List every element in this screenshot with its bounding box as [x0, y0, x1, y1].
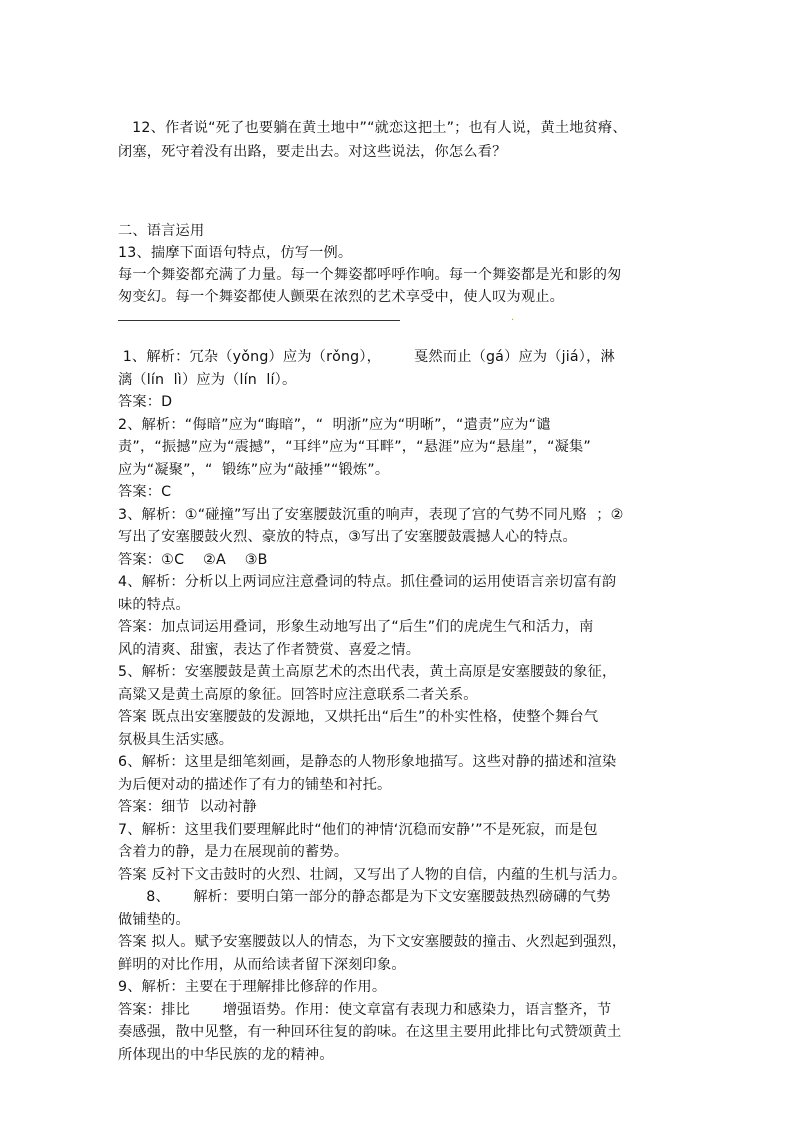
- answer-line: 4、解析：分析以上两词应注意叠词的特点。抓住叠词的运用使语言亲切富有韵: [118, 574, 617, 590]
- section-heading: 二、语言运用: [118, 223, 205, 239]
- answer-line: 氛极具生活实感。: [118, 731, 234, 748]
- answer-line: 2、解析：“侮暗”应为“晦暗”，“ 明浙”应为“明晰”，“遣责”应为“谴: [118, 416, 551, 433]
- answer-line: 漓（lín lì）应为（lín lí）。: [118, 371, 297, 388]
- answer-line: 答案：细节 以动衬静: [118, 799, 257, 815]
- answer-line: 答案：排比 增强语势。作用：使文章富有表现力和感染力，语言整齐，节: [118, 1001, 612, 1018]
- answer-line: 3、解析：①“碰撞”写出了安塞腰鼓沉重的响声，表现了宫的气势不同凡赂 ；②: [118, 506, 624, 523]
- question-12-line-2: 闭塞，死守着没有出路，要走出去。对这些说法，你怎么看？: [118, 144, 507, 160]
- answer-line: 7、解析：这里我们要理解此时“他们的神情‘沉稳而安静’”不是死寂，而是包: [118, 821, 598, 838]
- answer-line: 应为“凝聚”，“ 锻练”应为“敲捶”“锻炼”。: [118, 461, 390, 478]
- answer-line: 8、 解析：要明白第一部分的静态都是为下文安塞腰鼓热烈磅礴的气势: [118, 889, 611, 905]
- answer-line: 为后便对动的描述作了有力的铺垫和衬托。: [118, 776, 392, 793]
- answer-line: 鲜明的对比作用，从而给读者留下深刻印象。: [118, 956, 406, 973]
- answer-line: 答案：D: [118, 394, 173, 410]
- question-12-line-1: 12、作者说“死了也要躺在黄土地中”“就恋这把土”；也有人说，黄土地贫瘠、: [118, 120, 627, 136]
- answer-line: 答案：C: [118, 484, 172, 500]
- answer-line: 答案：①C ②A ③B: [118, 551, 268, 568]
- question-13-line-1: 每一个舞姿都充满了力量。每一个舞姿都呼呼作响。每一个舞姿都是光和影的匆: [118, 267, 622, 283]
- answer-line: 做铺垫的。: [118, 911, 190, 928]
- answer-line: 所体现出的中华民族的龙的精神。: [118, 1046, 334, 1063]
- answer-line: 奏感强，散中见整，有一种回环往复的韵味。在这里主要用此排比句式赞颂黄土: [118, 1024, 622, 1040]
- answer-line: 1、解析：冗杂（yǒng）应为（rǒng）， 戛然而止（gá）应为（jiá），淋: [118, 349, 615, 365]
- answer-line: 高粱又是黄土高原的象征。回答时应注意联系二者关系。: [118, 686, 478, 703]
- answer-line: 答案 既点出安塞腰鼓的发源地，又烘托出“后生”的朴实性格，使整个舞台气: [118, 709, 599, 725]
- answer-line: 含着力的静，是力在展现前的蓄势。: [118, 844, 349, 860]
- answer-line: 6、解析：这里是细笔刻画，是静态的人物形象地描写。这些对静的描述和渲染: [118, 754, 617, 770]
- question-13-line-2: 匆变幻。每一个舞姿都使人颤栗在浓烈的艺术享受中，使人叹为观止。: [118, 289, 565, 305]
- answer-line: 答案 拟人。赋予安塞腰鼓以人的情态，为下文安塞腰鼓的撞击、火烈起到强烈，: [118, 934, 627, 950]
- answer-line: 答案 反衬下文击鼓时的火烈、壮阔，又写出了人物的自信，内蕴的生机与活力。: [118, 866, 627, 883]
- answer-line: 9、解析：主要在于理解排比修辞的作用。: [118, 979, 387, 995]
- answer-line: 5、解析：安塞腰鼓是黄土高原艺术的杰出代表，黄土高原是安塞腰鼓的象征，: [118, 664, 617, 680]
- answer-line: 味的特点。: [118, 596, 190, 613]
- answer-line: 风的清爽、甜蜜，表达了作者赞赏、喜爱之情。: [118, 641, 421, 658]
- answer-line: 答案：加点词运用叠词，形象生动地写出了“后生”们的虎虎生气和活力，南: [118, 619, 594, 635]
- answer-blank-line: [118, 320, 400, 321]
- decorative-dot: .: [511, 312, 515, 323]
- question-13-title: 13、揣摩下面语句特点，仿写一例。: [118, 245, 353, 261]
- answer-line: 写出了安塞腰鼓火烈、豪放的特点，③写出了安塞腰鼓震撼人心的特点。: [118, 529, 577, 545]
- answer-line: 责”，“振撼”应为“震撼”，“耳绊”应为“耳畔”，“悬涯”应为“悬崖”，“凝集”: [118, 439, 591, 455]
